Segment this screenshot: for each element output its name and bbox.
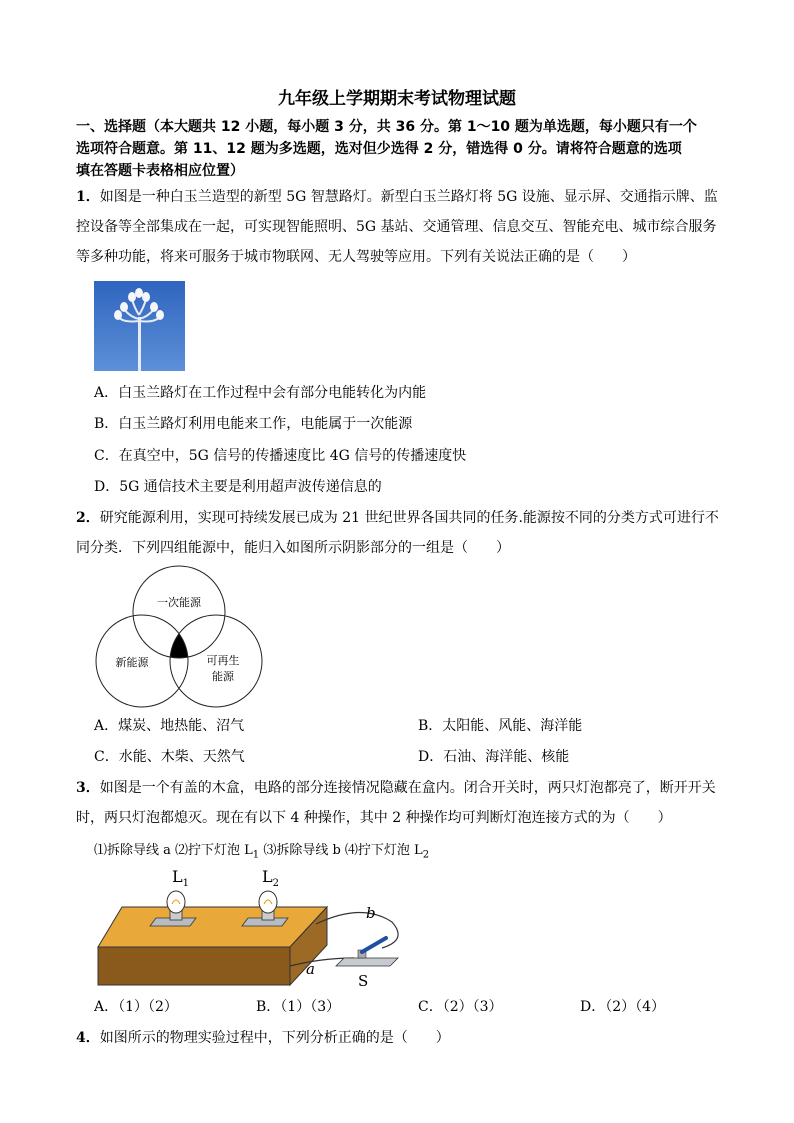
q2-number: 2． (76, 510, 100, 526)
venn-label-right-2: 能源 (212, 670, 234, 683)
q3-op-4: ⑷拧下灯泡 $L_2$ (344, 843, 430, 861)
venn-label-right-1: 可再生 (206, 654, 240, 667)
q1-number: 1． (76, 189, 100, 205)
q2-option-c[interactable]: C．水能、木柴、天然气 (94, 749, 245, 765)
q3-line-1 (76, 778, 716, 798)
q1-option-d[interactable]: D．5G 通信技术主要是利用超声波传递信息的 (94, 479, 382, 495)
q3-line-2: 时，两只灯泡都熄灭。现在有以下 4 种操作，其中 2 种操作均可判断灯泡连接方式的为（ ） (76, 810, 672, 826)
q3-number: 3． (76, 780, 100, 796)
q4-number: 4． (76, 1030, 100, 1046)
q1-text-1: 如图是一种白玉兰造型的新型 5G 智慧路灯。新型白玉兰路灯将 5G 设施、显示屏、交通指示牌、监 (99, 189, 718, 205)
q3-option-b[interactable]: B．（1）（3） (256, 999, 341, 1015)
q1-line-2: 控设备等全部集成在一起，可实现智能照明、5G 基站、交通管理、信息交互、智能充电、城市综合服务 (76, 219, 717, 235)
q3-option-c[interactable]: C．（2）（3） (418, 999, 503, 1015)
street-lamp-photo (94, 281, 185, 371)
q2-line-1 (76, 508, 719, 528)
q3-option-d[interactable]: D．（2）（4） (580, 999, 666, 1015)
q3-op-1: ⑴拆除导线 a (94, 843, 171, 858)
wooden-box-circuit-figure (92, 862, 412, 992)
box-front (98, 947, 290, 985)
wire-b (316, 912, 398, 948)
q4-text-1: 如图所示的物理实验过程中，下列分析正确的是（ ） (99, 1030, 450, 1046)
page-title: 九年级上学期期末考试物理试题 (278, 89, 516, 109)
label-l2: $L_2$ (262, 867, 279, 889)
q2-option-a[interactable]: A．煤炭、地热能、沼气 (94, 718, 245, 734)
switch-base (336, 958, 398, 966)
bulb-l1 (167, 891, 185, 913)
bulb-l2 (259, 891, 277, 913)
q3-text-1: 如图是一个有盖的木盒，电路的部分连接情况隐藏在盒内。闭合开关时，两只灯泡都亮了，断开开关 (99, 780, 716, 796)
venn-label-top: 一次能源 (157, 596, 201, 609)
q1-option-a[interactable]: A．白玉兰路灯在工作过程中会有部分电能转化为内能 (94, 385, 427, 401)
q1-line-1 (76, 187, 718, 207)
label-wire-b: b (366, 904, 376, 922)
q3-option-a[interactable]: A．（1）（2） (94, 999, 178, 1015)
venn-label-left: 新能源 (115, 656, 149, 669)
section-header-line-2: 选项符合题意。第 11、12 题为多选题，选对但少选得 2 分，错选得 0 分。请将符合题意的选项 (76, 141, 682, 157)
q1-line-3: 等多种功能，将来可服务于城市物联网、无人驾驶等应用。下列有关说法正确的是（ ） (76, 249, 636, 265)
label-l1: $L_1$ (172, 867, 189, 889)
q3-op-3: ⑶拆除导线 b (263, 843, 341, 858)
label-wire-a: a (306, 960, 315, 978)
q1-option-b[interactable]: B．白玉兰路灯利用电能来工作，电能属于一次能源 (94, 416, 413, 432)
q1-option-c[interactable]: C．在真空中，5G 信号的传播速度比 4G 信号的传播速度快 (94, 448, 467, 464)
energy-venn-diagram (90, 560, 270, 710)
q2-option-b[interactable]: B．太阳能、风能、海洋能 (418, 718, 583, 734)
q2-line-2: 同分类．下列四组能源中，能归入如图所示阴影部分的一组是（ ） (76, 540, 510, 556)
section-header-line-3: 填在答题卡表格相应位置） (76, 163, 244, 179)
q3-op-2: ⑵拧下灯泡 $L_1$ (175, 843, 260, 861)
section-header-line-1: 一、选择题（本大题共 12 小题，每小题 3 分，共 36 分。第 1～10 题为单选题，每小题只有一个 (76, 119, 697, 135)
switch-lever (362, 938, 386, 952)
q2-option-d[interactable]: D．石油、海洋能、核能 (418, 749, 570, 765)
label-switch: S (358, 972, 369, 990)
box-top (98, 907, 327, 947)
q2-text-1: 研究能源利用，实现可持续发展已成为 21 世纪世界各国共同的任务.能源按不同的分类方式可进行不 (99, 510, 719, 526)
q4-line-1 (76, 1028, 450, 1048)
